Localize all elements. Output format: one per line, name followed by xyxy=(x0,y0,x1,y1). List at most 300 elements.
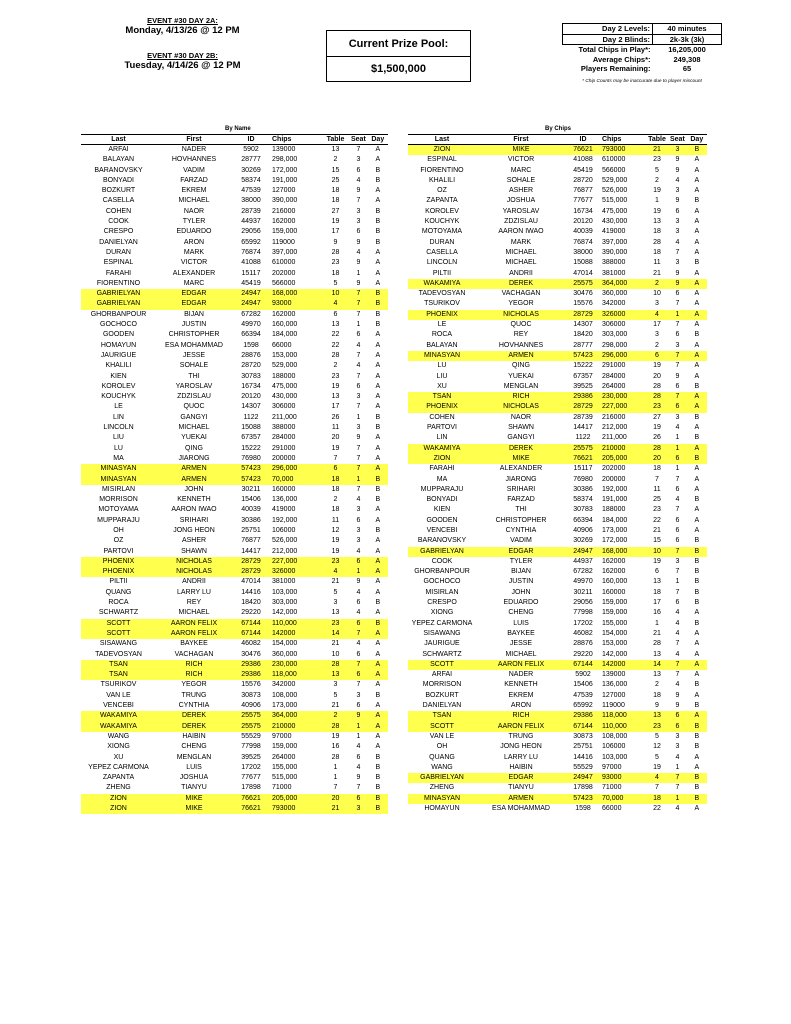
player-id: 49970 xyxy=(241,321,261,329)
player-row xyxy=(408,330,707,340)
chip-count: 155,000 xyxy=(602,619,628,627)
player-row xyxy=(408,598,707,608)
player-id: 15222 xyxy=(573,362,593,370)
player-row xyxy=(408,196,707,206)
table-number: 14 xyxy=(322,629,349,639)
player-id: 15576 xyxy=(241,681,261,689)
player-id: 40906 xyxy=(241,702,261,710)
table-number: 2 xyxy=(333,362,338,370)
first-name: HAIBIN xyxy=(509,763,533,771)
table-number: 13 xyxy=(331,146,340,153)
first-name: EKREM xyxy=(181,187,207,195)
player-id: 29386 xyxy=(232,660,270,670)
seat-number: 3 xyxy=(675,259,680,267)
chip-count: 793000 xyxy=(270,804,322,814)
player-id: 29220 xyxy=(241,609,261,617)
day: A xyxy=(375,197,381,205)
table-number: 22 xyxy=(331,341,340,349)
day: B xyxy=(375,774,381,782)
last-name: MOTOYAMA xyxy=(98,506,139,514)
chip-count: 173,000 xyxy=(272,702,298,710)
seat-number: 9 xyxy=(356,187,361,195)
seat-number: 9 xyxy=(675,197,680,205)
player-id: 47539 xyxy=(241,187,261,195)
seat-number: 9 xyxy=(356,259,361,267)
last-name: VAN LE xyxy=(106,691,131,699)
player-row xyxy=(408,382,707,392)
day: A xyxy=(687,711,707,721)
day: A xyxy=(375,681,381,689)
player-id: 29386 xyxy=(566,392,600,402)
table-number: 19 xyxy=(331,732,340,740)
event-day2b-label: EVENT #30 DAY 2B: xyxy=(147,51,218,60)
player-row xyxy=(408,495,707,505)
chip-count: 192,000 xyxy=(602,485,628,493)
day: B xyxy=(375,176,381,184)
first-name: YEGOR xyxy=(181,681,207,689)
first-name: FARZAD xyxy=(507,496,535,504)
by-chips-table xyxy=(408,134,707,814)
chip-count: 168,000 xyxy=(270,289,322,299)
chip-count: 162000 xyxy=(272,310,296,318)
first-name: YEGOR xyxy=(508,300,534,308)
table-number: 3 xyxy=(333,599,338,607)
day: B xyxy=(687,794,707,804)
table-number: 4 xyxy=(646,310,668,320)
player-id: 29220 xyxy=(573,650,593,658)
first-name: CHRISTOPHER xyxy=(168,331,220,339)
first-name: QUOC xyxy=(510,321,532,329)
table-number: 23 xyxy=(322,557,349,567)
seat-number: 7 xyxy=(675,248,680,256)
first-name: BAYKEE xyxy=(180,640,208,648)
players-remaining-row xyxy=(563,64,722,74)
player-row xyxy=(408,650,707,660)
player-row xyxy=(408,145,707,156)
seat-number: 1 xyxy=(349,722,368,732)
table-number: 9 xyxy=(655,702,659,710)
chip-count: 303,000 xyxy=(602,331,628,339)
table-number: 16 xyxy=(331,743,340,751)
player-row xyxy=(408,351,707,361)
last-name: LIU xyxy=(113,434,124,442)
table-number: 19 xyxy=(653,557,661,565)
last-name: PHOENIX xyxy=(408,402,476,412)
player-id: 15406 xyxy=(573,681,593,689)
first-name: SRIHARI xyxy=(179,516,209,524)
first-name: NAOR xyxy=(183,207,205,215)
player-id: 18420 xyxy=(573,331,593,339)
day: B xyxy=(694,382,700,390)
last-name: PHOENIX xyxy=(408,310,476,320)
chip-count: 419000 xyxy=(602,228,626,236)
day: B xyxy=(368,289,388,299)
seat-number: 6 xyxy=(356,599,361,607)
player-id: 77677 xyxy=(241,774,261,782)
day: B xyxy=(368,299,388,309)
seat-number: 3 xyxy=(675,341,680,349)
last-name: BALAYAN xyxy=(102,156,135,164)
table-number: 3 xyxy=(655,331,659,339)
chip-count: 291000 xyxy=(602,362,626,370)
seat-number: 7 xyxy=(675,588,680,596)
table-number: 13 xyxy=(653,650,661,658)
day: A xyxy=(687,660,707,670)
prize-pool-value: $1,500,000 xyxy=(327,56,470,81)
chip-count: 142000 xyxy=(600,660,646,670)
player-row xyxy=(81,196,388,206)
table-number: 19 xyxy=(331,537,340,545)
seat-number: 7 xyxy=(356,310,361,318)
first-name: JIARONG xyxy=(505,475,537,483)
first-name: ALEXANDER xyxy=(499,465,543,473)
by-chips-rows xyxy=(408,145,707,815)
col-chips-header: Chips xyxy=(270,135,322,145)
seat-number: 7 xyxy=(356,403,361,411)
day: A xyxy=(694,691,700,699)
col-first-header: First xyxy=(476,135,566,145)
first-name: MARC xyxy=(510,166,532,174)
day: B xyxy=(368,794,388,804)
player-row xyxy=(81,650,388,660)
last-name: MA xyxy=(113,454,124,462)
player-row xyxy=(81,783,388,793)
last-name: ZHENG xyxy=(429,784,455,792)
last-name: OZ xyxy=(437,187,447,195)
last-name: SCOTT xyxy=(408,722,476,732)
prize-pool-box xyxy=(326,30,471,82)
player-id: 39525 xyxy=(241,753,261,761)
day: A xyxy=(694,629,700,637)
day: B xyxy=(375,526,381,534)
last-name: LINCOLN xyxy=(426,259,458,267)
last-name: ROCA xyxy=(108,599,129,607)
first-name: ESA MOHAMMAD xyxy=(165,341,223,349)
table-number: 23 xyxy=(331,372,340,380)
seat-number: 4 xyxy=(356,176,361,184)
player-id: 40906 xyxy=(573,526,593,534)
day: A xyxy=(694,187,700,195)
player-row xyxy=(81,444,388,454)
player-row xyxy=(81,248,388,258)
col-day-header: Day xyxy=(687,135,707,145)
chip-count: 364,000 xyxy=(270,711,322,721)
player-id: 76621 xyxy=(232,794,270,804)
chip-count: 160,000 xyxy=(272,321,298,329)
table-number: 13 xyxy=(331,321,340,329)
chip-count: 526,000 xyxy=(602,187,628,195)
seat-number: 3 xyxy=(356,207,361,215)
seat-number: 4 xyxy=(675,238,680,246)
first-name: VACHAGAN xyxy=(501,290,541,298)
day: B xyxy=(694,681,700,689)
table-number: 6 xyxy=(646,351,668,361)
last-name: COHEN xyxy=(429,413,455,421)
table-number: 18 xyxy=(653,228,661,236)
first-name: VICTOR xyxy=(507,156,535,164)
table-number: 18 xyxy=(646,794,668,804)
player-row xyxy=(81,299,388,309)
table-number: 9 xyxy=(333,238,338,246)
by-name-rows xyxy=(81,145,388,815)
col-id-header: ID xyxy=(566,135,600,145)
day: A xyxy=(375,279,381,287)
player-row xyxy=(81,227,388,237)
table-number: 18 xyxy=(653,588,661,596)
player-id: 76877 xyxy=(241,537,261,545)
seat-number: 6 xyxy=(675,382,680,390)
seat-number: 4 xyxy=(356,609,361,617)
day: B xyxy=(694,619,700,627)
player-row xyxy=(408,536,707,546)
day: A xyxy=(375,341,381,349)
table-number: 21 xyxy=(653,629,661,637)
first-name: MENGLAN xyxy=(503,382,539,390)
player-row xyxy=(81,341,388,351)
first-name: VADIM xyxy=(510,537,532,545)
col-table-header: Table xyxy=(646,135,668,145)
player-id: 41088 xyxy=(241,259,261,267)
day: B xyxy=(694,568,700,576)
player-row xyxy=(408,794,707,804)
chip-count: 119000 xyxy=(272,238,295,246)
table-number: 28 xyxy=(646,444,668,454)
seat-number: 6 xyxy=(349,557,368,567)
seat-number: 6 xyxy=(356,382,361,390)
last-name: YEPEZ CARMONA xyxy=(88,763,149,771)
last-name: BARANOVSKY xyxy=(417,537,467,545)
first-name: MICHAEL xyxy=(505,248,537,256)
col-last-header: Last xyxy=(81,135,156,145)
player-row xyxy=(81,176,388,186)
seat-number: 1 xyxy=(668,794,687,804)
chip-count: 159,000 xyxy=(602,609,628,617)
player-id: 58374 xyxy=(573,496,593,504)
chip-count: 210000 xyxy=(600,444,646,454)
by-chips-title: By Chips xyxy=(545,126,572,132)
player-row xyxy=(408,619,707,629)
player-id: 38000 xyxy=(573,248,593,256)
player-id: 67357 xyxy=(573,372,593,380)
first-name: AARON FELIX xyxy=(476,722,566,732)
col-seat-header: Seat xyxy=(670,136,685,143)
last-name: HOMAYUN xyxy=(424,805,460,812)
seat-number: 3 xyxy=(356,156,361,164)
first-name: CHENG xyxy=(181,743,207,751)
player-row xyxy=(408,608,707,618)
first-name: DEREK xyxy=(476,444,566,454)
table-number: 13 xyxy=(646,711,668,721)
last-name: QUANG xyxy=(429,753,455,761)
day: B xyxy=(694,537,700,545)
first-name: HOVHANNES xyxy=(171,156,217,164)
player-row xyxy=(81,557,388,567)
player-id: 17202 xyxy=(241,763,261,771)
player-row xyxy=(408,660,707,670)
day: B xyxy=(375,310,381,318)
first-name: MIKE xyxy=(476,145,566,156)
last-name: CASELLA xyxy=(426,248,458,256)
seat-number: 4 xyxy=(675,650,680,658)
seat-number: 6 xyxy=(356,516,361,524)
day: A xyxy=(375,578,381,586)
table-number: 5 xyxy=(655,753,659,761)
chip-count: 97000 xyxy=(602,763,622,771)
day: A xyxy=(375,434,381,442)
seat-number: 7 xyxy=(349,660,368,670)
player-id: 30873 xyxy=(573,732,593,740)
table-number: 6 xyxy=(333,310,338,318)
table-number: 19 xyxy=(331,218,340,226)
first-name: AARON FELIX xyxy=(156,619,232,629)
player-id: 67144 xyxy=(566,660,600,670)
first-name: NAOR xyxy=(510,413,532,421)
seat-number: 6 xyxy=(675,516,680,524)
day: B xyxy=(687,454,707,464)
chip-count: 227,000 xyxy=(270,557,322,567)
day: A xyxy=(375,640,381,648)
chip-count: 71000 xyxy=(272,784,292,792)
first-name: MIKE xyxy=(156,804,232,814)
first-name: ZDZISLAU xyxy=(504,218,538,226)
day: B xyxy=(375,753,381,761)
table-number: 3 xyxy=(655,300,659,308)
chip-count: 160000 xyxy=(272,485,296,493)
seat-number: 9 xyxy=(675,702,680,710)
day: A xyxy=(375,743,381,751)
last-name: GOODEN xyxy=(102,331,135,339)
seat-number: 4 xyxy=(675,629,680,637)
player-row xyxy=(81,753,388,763)
player-id: 25751 xyxy=(241,526,261,534)
player-row xyxy=(81,763,388,773)
player-id: 28729 xyxy=(566,402,600,412)
first-name: MARC xyxy=(183,279,205,287)
seat-number: 7 xyxy=(349,289,368,299)
col-day-header: Day xyxy=(368,135,388,145)
chip-count: 610000 xyxy=(272,259,296,267)
table-number: 20 xyxy=(653,372,661,380)
chip-count: 106000 xyxy=(602,743,626,751)
chip-count: 526,000 xyxy=(272,537,298,545)
seat-number: 3 xyxy=(675,187,680,195)
player-id: 28729 xyxy=(232,567,270,577)
last-name: COOK xyxy=(108,218,129,226)
table-number: 21 xyxy=(322,804,349,814)
player-id: 30269 xyxy=(573,537,593,545)
seat-number: 1 xyxy=(668,444,687,454)
player-id: 29386 xyxy=(566,711,600,721)
first-name: ESA MOHAMMAD xyxy=(492,805,550,812)
last-name: DANIELYAN xyxy=(99,238,138,246)
table-number: 13 xyxy=(653,578,661,586)
chip-count: 230,000 xyxy=(600,392,646,402)
average-chips-row xyxy=(563,55,722,65)
seat-number: 7 xyxy=(675,362,680,370)
last-name: SCOTT xyxy=(408,660,476,670)
last-name: LE xyxy=(437,321,447,329)
last-name: WAKAMIYA xyxy=(408,279,476,289)
day: A xyxy=(694,485,700,493)
seat-number: 7 xyxy=(675,321,680,329)
day: B xyxy=(375,599,381,607)
player-id: 14416 xyxy=(241,588,261,596)
player-id: 15088 xyxy=(241,424,261,432)
chip-count: 216000 xyxy=(272,207,296,215)
seat-number: 3 xyxy=(675,743,680,751)
last-name: GABRIELYAN xyxy=(81,289,156,299)
seat-number: 9 xyxy=(675,269,680,277)
chip-count: 93000 xyxy=(600,773,646,783)
player-id: 44937 xyxy=(573,557,593,565)
chip-count: 342000 xyxy=(272,681,296,689)
player-row xyxy=(408,227,707,237)
first-name: ZDZISLAU xyxy=(177,393,211,401)
last-name: TSURIKOV xyxy=(424,300,460,308)
first-name: AARON IWAO xyxy=(171,506,217,514)
table-number: 19 xyxy=(653,362,661,370)
last-name: KHALILI xyxy=(105,362,132,370)
seat-number: 9 xyxy=(356,774,361,782)
chip-count: 154,000 xyxy=(272,640,298,648)
chip-count: 127000 xyxy=(272,187,296,195)
player-row xyxy=(408,547,707,557)
by-name-header-row xyxy=(81,135,388,145)
seat-number: 7 xyxy=(356,784,361,792)
last-name: BONYADI xyxy=(103,176,134,184)
player-id: 65992 xyxy=(241,238,261,246)
last-name: SISAWANG xyxy=(423,629,461,637)
player-row xyxy=(408,588,707,598)
first-name: LARRY LU xyxy=(177,588,211,596)
day: A xyxy=(375,331,381,339)
day: B xyxy=(375,321,381,329)
first-name: RICH xyxy=(156,660,232,670)
seat-number: 1 xyxy=(356,269,361,277)
seat-number: 4 xyxy=(356,763,361,771)
seat-number: 6 xyxy=(349,619,368,629)
day: A xyxy=(375,537,381,545)
seat-number: 6 xyxy=(356,166,361,174)
chip-count: 110,000 xyxy=(600,722,646,732)
chip-count: 515,000 xyxy=(272,774,298,782)
player-id: 57423 xyxy=(232,464,270,474)
player-id: 16734 xyxy=(241,382,261,390)
first-name: MARK xyxy=(510,238,532,246)
total-chips-value: 16,205,000 xyxy=(668,45,706,55)
day: A xyxy=(368,711,388,721)
last-name: GHORBANPOUR xyxy=(414,568,470,576)
first-name: JUSTIN xyxy=(508,578,534,586)
day: A xyxy=(368,722,388,732)
first-name: MICHAEL xyxy=(178,609,210,617)
seat-number: 1 xyxy=(675,434,680,442)
first-name: HAIBIN xyxy=(182,732,206,740)
table-number: 15 xyxy=(331,166,340,174)
player-row xyxy=(81,629,388,639)
day: A xyxy=(375,393,381,401)
player-row xyxy=(81,145,388,156)
first-name: VACHAGAN xyxy=(174,650,214,658)
day: B xyxy=(687,722,707,732)
last-name: GABRIELYAN xyxy=(81,299,156,309)
seat-number: 4 xyxy=(675,753,680,761)
day: B xyxy=(375,424,381,432)
first-name: TYLER xyxy=(509,557,533,565)
player-id: 76980 xyxy=(573,475,593,483)
seat-number: 6 xyxy=(675,526,680,534)
table-number: 5 xyxy=(655,732,659,740)
